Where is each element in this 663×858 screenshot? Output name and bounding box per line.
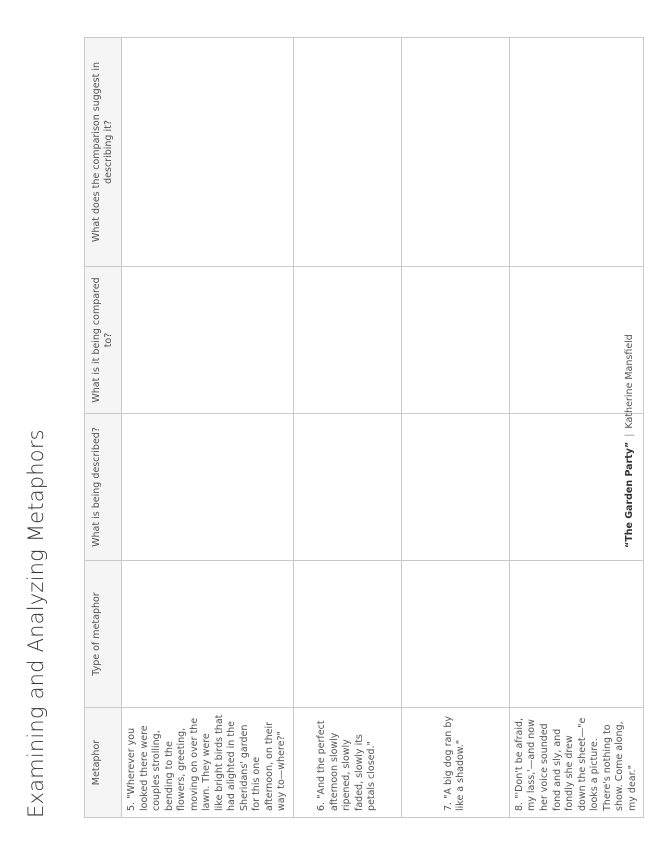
work-title: “The Garden Party” <box>624 441 635 548</box>
author-name: Katherine Mansfield <box>624 334 635 429</box>
metaphor-cell <box>122 708 294 818</box>
metaphor-cell <box>509 708 643 818</box>
described-cell[interactable] <box>293 414 401 561</box>
metaphor-text: 5. "Wherever you looked there were couples strolling, bending to the flowers, greeting, moving on over the lawn. They were like bright birds that had alighted in the Sheridans' garden for this one afternoon, on their way to—where?" <box>126 714 288 811</box>
metaphor-table <box>84 37 644 818</box>
metaphor-cell <box>401 708 509 818</box>
page-title: Examining and Analyzing Metaphors <box>24 429 48 818</box>
suggests-cell[interactable] <box>401 38 509 267</box>
footer-separator: | <box>624 433 635 437</box>
compared-cell[interactable] <box>293 267 401 414</box>
metaphor-text: 6. "And the perfect afternoon slowly ripened, slowly faded, slowly its petals closed." <box>316 720 378 811</box>
header-row <box>85 38 122 818</box>
header-compared: What is it being compared to? <box>85 267 122 414</box>
header-type: Type of metaphor <box>85 561 122 708</box>
type-cell[interactable] <box>509 561 643 708</box>
type-cell[interactable] <box>122 561 294 708</box>
suggests-cell[interactable] <box>509 38 643 267</box>
compared-cell[interactable] <box>122 267 294 414</box>
described-cell[interactable] <box>401 414 509 561</box>
table-row <box>401 38 509 818</box>
metaphor-cell <box>293 708 401 818</box>
page-footer <box>624 334 635 548</box>
table-row <box>293 38 401 818</box>
type-cell[interactable] <box>293 561 401 708</box>
header-suggests: What does the comparison suggest in describing it? <box>85 38 122 267</box>
compared-cell[interactable] <box>401 267 509 414</box>
suggests-cell[interactable] <box>122 38 294 267</box>
type-cell[interactable] <box>401 561 509 708</box>
header-described: What is being described? <box>85 414 122 561</box>
metaphor-text: 8. "'Don't be afraid, my lass,'—and now her voice sounded fond and sly, and fondly she drew down the sheet—"e looks a picture. There's nothing to show. Come along, my dear." <box>513 717 638 811</box>
metaphor-text: 7. "A big dog ran by like a shadow." <box>442 715 467 811</box>
described-cell[interactable] <box>122 414 294 561</box>
table-row <box>122 38 294 818</box>
header-metaphor: Metaphor <box>85 708 122 818</box>
suggests-cell[interactable] <box>293 38 401 267</box>
